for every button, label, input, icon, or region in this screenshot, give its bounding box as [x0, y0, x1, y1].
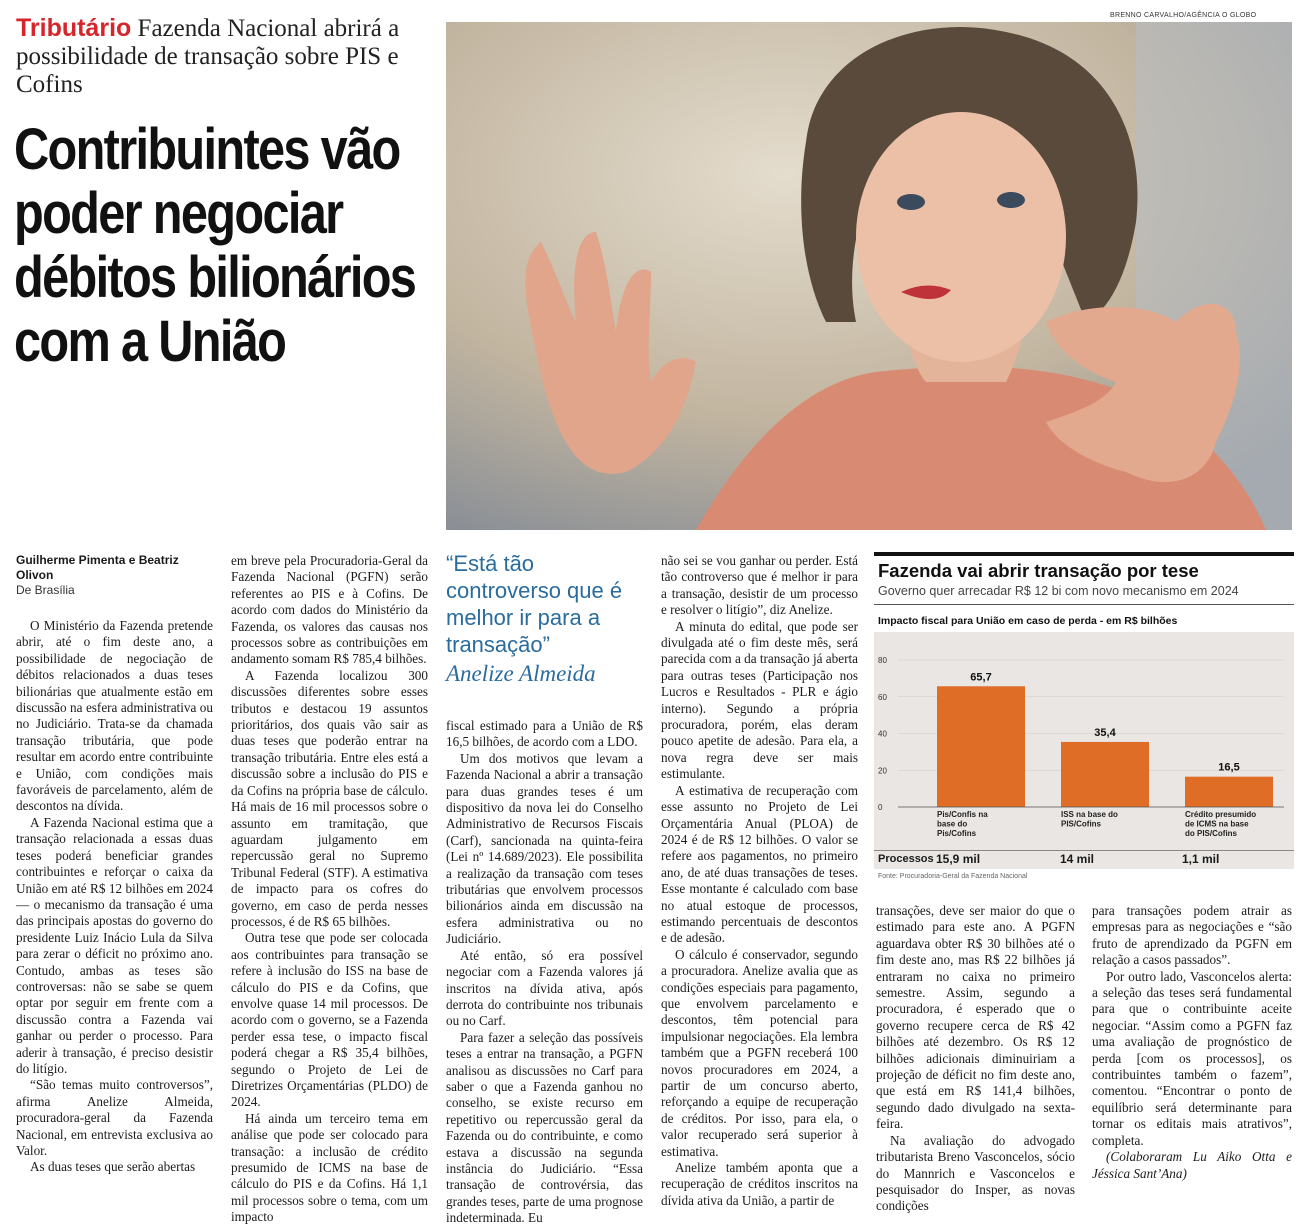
chart-subtitle: Governo quer arrecadar R$ 12 bi com novo mecanismo em 2024: [878, 584, 1239, 598]
paragraph: Para fazer a seleção das possíveis teses a entrar na transação, a PGFN analisou as discussões no Carf para saber o que a Fazenda ganhou no conselho, se existe recurso em repetitivo ou repercussão geral da Fazenda ou do contribuinte, e como estava a discussão na segunda instância do Judiciário. “Essa transação de controvérsia, das grandes teses, parte de uma prognose indeterminada. Eu: [446, 1029, 643, 1226]
category-label: Crédito presumido de ICMS na base do PIS/Cofins: [1185, 810, 1257, 838]
headline: Contribuintes vão poder negociar débitos bilionários com a União: [14, 117, 416, 374]
quote-text: “Está tão controverso que é melhor ir para a transação”: [446, 551, 623, 657]
portrait-illustration: [446, 22, 1292, 530]
paragraph: “São temas muito controversos”, afirma Anelize Almeida, procuradora-geral da Fazenda Nacional, em entrevista exclusiva ao Valor.: [16, 1077, 213, 1158]
kicker: [16, 14, 436, 99]
paragraph: A estimativa de recuperação com esse assunto no Projeto de Lei Orçamentária Anual (PLOA) de 2024 é de R$ 12 bilhões. O valor se refere aos pagamentos, no primeiro ano, de até duas transações de teses. Esse montante é calculado com base no atual estoque de processos, estimando percentuais de descontos e de adesão.: [661, 782, 858, 946]
article-column-5: [876, 903, 1075, 1215]
paragraph: Outra tese que pode ser colocada aos contribuintes para transação se refere à inclusão do ISS na base de cálculo do PIS e da Cofins, que envolve quase 14 mil processos. De acordo com o governo, se a Fazenda perder essa tese, o impacto fiscal poderá chegar a R$ 35,4 bilhões, segundo o Projeto de Lei de Diretrizes Orçamentárias (PLDO) de 2024.: [231, 930, 428, 1110]
y-tick-label: 0: [878, 803, 883, 812]
processos-value: 15,9 mil: [936, 852, 981, 866]
kicker-text: Fazenda Nacional abrirá a possibilidade de transação sobre PIS e Cofins: [16, 15, 400, 98]
article-column-4: [661, 553, 858, 1209]
chart-title: Fazenda vai abrir transação por tese: [878, 560, 1199, 581]
processos-label: Processos: [878, 853, 934, 865]
paragraph: para transações podem atrair as empresas para as negociações e “são fruto de aprendizado da PGFN em relação a casos passados”.: [1092, 903, 1292, 968]
paragraph: O Ministério da Fazenda pretende abrir, até o fim deste ano, a possibilidade de negociação de débitos relacionados a duas teses bilionárias que atualmente estão em discussão na esfera administrativa ou no Judiciário. Trata-se da chamada transação tributária, que pode resultar em acordo entre contribuinte e União, com condições mais favoráveis de parcelamento, além de descontos na dívida.: [16, 618, 213, 814]
quote-author: Anelize Almeida: [446, 661, 596, 686]
section-label: Tributário: [16, 14, 132, 42]
article-column-1: [16, 618, 213, 1176]
y-tick-label: 40: [878, 729, 887, 739]
paragraph: A minuta do edital, que pode ser divulgada até o fim deste mês, será parecida com a da transação já aberta para outras teses (Participação nos Lucros e Resultados - PLR e ágio interno). Segundo a própria procuradora, porém, elas deram pouco apetite de adesão. Para ela, a nova regra deve ser mais estimulante.: [661, 618, 858, 782]
chart-divider: [874, 604, 1294, 605]
paragraph: Anelize também aponta que a recuperação de créditos inscritos na dívida ativa da União, a partir de: [661, 1160, 858, 1208]
paragraph: O cálculo é conservador, segundo a procuradora. Anelize avalia que as condições especiais para pagamento, que envolvem parcelamento e descontos, têm potencial para impulsionar negociações. Ela lembra também que a PGFN receberá 100 novos procuradores em 2024, a partir de um concurso aberto, reforçando a equipe de recuperação de créditos. Por isso, para ela, o valor recuperado será superior à estimativa.: [661, 946, 858, 1159]
processos-value: 14 mil: [1060, 852, 1095, 866]
byline-authors: Guilherme Pimenta e Beatriz Olivon: [16, 553, 179, 582]
paragraph: Até então, só era possível negociar com a Fazenda valores já inscritos na dívida ativa, após derrota do contribuinte nos tribunais ou no Carf.: [446, 947, 643, 1029]
photo: [446, 22, 1292, 530]
paragraph: Um dos motivos que levam a Fazenda Nacional a abrir a transação para duas grandes teses é um dispositivo da nova lei do Conselho Administrativo de Recursos Fiscais (Carf), sancionada na quinta-feira (Lei nº 14.689/2023). Ele possibilita a realização da transação com teses tributárias que envolvem processos bilionários ainda em discussão na esfera administrativa ou no Judiciário.: [446, 750, 643, 947]
byline-city: De Brasília: [16, 583, 75, 597]
article-column-2: [231, 553, 428, 1226]
chart-top-rule: [874, 552, 1294, 556]
processos-value: 1,1 mil: [1182, 852, 1220, 866]
photo-credit: BRENNO CARVALHO/AGÊNCIA O GLOBO: [1110, 12, 1257, 19]
pull-quote: [446, 550, 646, 687]
paragraph: A Fazenda Nacional estima que a transação relacionada a essas duas teses poderá beneficiar grandes contribuintes e reforçar o caixa da União em até R$ 12 bilhões em 2024 — o mecanismo da transação é uma das principais apostas do governo do presidente Luiz Inácio Lula da Silva para zerar o déficit no próximo ano. Contudo, ambas as teses são controversas: não se sabe se quem optar por seguir em frente com a discussão contra a Fazenda vai ganhar ou perder o processo. Para aderir à transação, é preciso desistir do litígio.: [16, 814, 213, 1076]
bar-chart: [874, 632, 1294, 850]
paragraph: Na avaliação do advogado tributarista Breno Vasconcelos, sócio do Mannrich e Vasconcelos e pesquisador do Insper, as novas condições: [876, 1132, 1075, 1214]
paragraph: em breve pela Procuradoria-Geral da Fazenda Nacional (PGFN) serão referentes ao PIS e à Cofins. De acordo com dados do Ministério da Fazenda, os valores das causas nos processos sobre as contribuições em andamento somam R$ 785,4 bilhões.: [231, 553, 428, 667]
bar: [1061, 742, 1149, 807]
processos-row: [874, 850, 1294, 869]
chart-source: Fonte: Procuradoria-Geral da Fazenda Nacional: [878, 873, 1028, 880]
article-column-6: [1092, 903, 1292, 1182]
bar-value-label: 16,5: [1218, 761, 1240, 774]
paragraph-credit: (Colaboraram Lu Aiko Otta e Jéssica Sant’Ana): [1092, 1149, 1292, 1181]
bar: [1185, 777, 1273, 807]
paragraph: não sei se vou ganhar ou perder. Está tão controverso que é melhor ir para a transação, desistir de um processo e resolver o litígio”, diz Anelize.: [661, 553, 858, 618]
chart-panel-label: Impacto fiscal para União em caso de perda - em R$ bilhões: [878, 615, 1178, 627]
category-label: Pis/Confis na base do Pis/Cofins: [937, 810, 988, 838]
bar: [937, 686, 1025, 807]
category-label: ISS na base do PIS/Cofins: [1061, 810, 1118, 829]
y-tick-label: 20: [878, 766, 887, 776]
paragraph: transações, deve ser maior do que o estimado para este ano. A PGFN aguardava obter R$ 30 bilhões até o fim deste ano, mas R$ 22 bilhões já entraram no caixa no primeiro semestre. Assim, segundo a procuradora, é esperado que o governo recupere cerca de R$ 42 bilhões até dezembro. Os R$ 12 bilhões adicionais diminuiriam a projeção de déficit no fim deste ano, que está em R$ 141,4 bilhões, segundo dado divulgado na sexta-feira.: [876, 903, 1075, 1132]
byline: [16, 553, 216, 597]
paragraph: As duas teses que serão abertas: [30, 1159, 196, 1175]
paragraph: Há ainda um terceiro tema em análise que pode ser colocado para transação: a inclusão de crédito presumido de ICMS na base de cálculo do PIS e da Cofins. Há 1,1 mil processos sobre o tema, com um impacto: [231, 1110, 428, 1225]
paragraph: A Fazenda localizou 300 discussões diferentes sobre esses tributos e destacou 19 assuntos prioritários, dos quais vão sair as duas teses que poderão entrar na transação tributária. Entre eles está a discussão sobre a inclusão do PIS e da Cofins na própria base de cálculo. Há mais de 16 mil processos sobre o assunto em tramitação, que aguardam julgamento em repercussão geral no Supremo Tribunal Federal (STF). A estimativa de impacto para os cofres do governo, em caso de perda nesses processos, é de R$ 65 bilhões.: [231, 667, 428, 929]
y-tick-label: 60: [878, 692, 887, 702]
article-column-3: [446, 718, 643, 1227]
bar-value-label: 65,7: [970, 671, 992, 684]
paragraph: fiscal estimado para a União de R$ 16,5 bilhões, de acordo com a LDO.: [446, 718, 643, 750]
bar-value-label: 35,4: [1094, 726, 1116, 739]
y-tick-label: 80: [878, 656, 887, 665]
paragraph: Por outro lado, Vasconcelos alerta: a seleção das teses será fundamental para que o contribuinte aceite negociar. “Assim como a PGFN faz uma avaliação de prognóstico de perda [com os processos], os contribuintes também o fazem”, comentou. “Encontrar o ponto de equilíbrio será determinante para tornar os editais mais atrativos”, completa.: [1092, 968, 1292, 1148]
